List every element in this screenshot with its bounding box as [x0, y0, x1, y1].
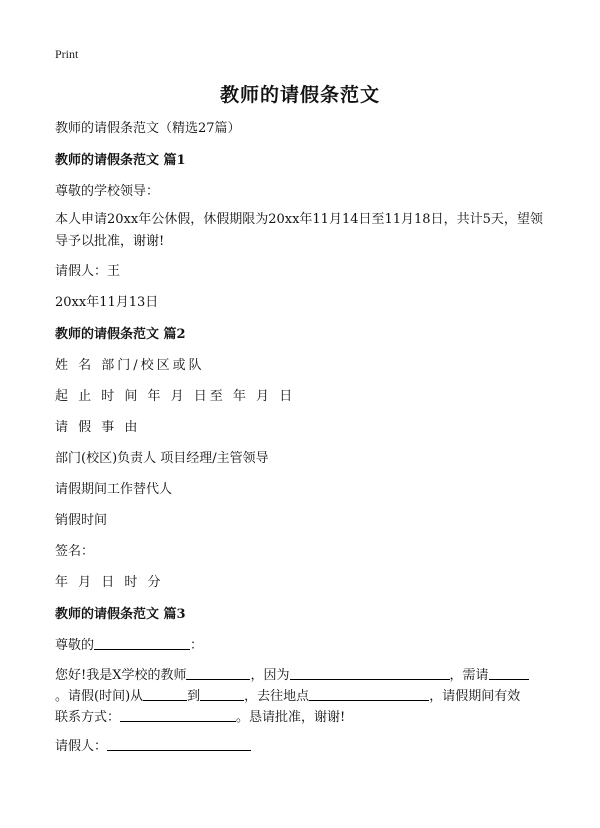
body-paragraph-1: 本人申请20xx年公休假，休假期限为20xx年11月14日至11月18日，共计5天，望领导予以批准，谢谢!: [55, 212, 543, 249]
body-text: 到: [187, 689, 201, 704]
body-text: ，去往地点: [244, 689, 310, 704]
destination-blank: [309, 687, 429, 701]
form-field-line: 部门(校区)负责人 项目经理/主管领导: [55, 451, 269, 466]
section-heading-2: 教师的请假条范文 篇2: [55, 327, 186, 342]
salutation-3: [55, 635, 545, 657]
date-1: 20xx年11月13日: [55, 295, 159, 310]
reason-blank: [290, 666, 450, 680]
form-field-line: 起 止 时 间 年 月 日至 年 月 日: [55, 389, 296, 404]
start-time-blank: [143, 687, 187, 701]
form-field-line: 请 假 事 由: [55, 420, 141, 435]
body-text: 您好!我是X学校的教师: [55, 668, 187, 683]
body-text-split: ，请假期间有效: [429, 689, 521, 704]
body-line-3b: [55, 686, 545, 708]
end-time-blank: [200, 687, 244, 701]
recipient-blank: [94, 636, 190, 650]
print-label[interactable]: Print: [55, 47, 79, 61]
form-field-line: 姓 名 部门/校区或队: [55, 358, 205, 373]
body-text: 。请假(时间)从: [55, 689, 144, 704]
form-field-line: 年 月 日 时 分: [55, 575, 164, 590]
page-title: 教师的请假条范文: [219, 84, 380, 106]
body-text-split: 联系方式：: [55, 710, 121, 725]
form-field-line: 销假时间: [55, 513, 108, 528]
contact-blank: [120, 708, 236, 722]
signer-1: 请假人：王: [55, 264, 121, 279]
salutation-1: 尊敬的学校领导：: [55, 184, 160, 199]
body-line-3c: [55, 707, 545, 729]
form-field-line: 签名：: [55, 544, 95, 559]
teacher-name-blank: [186, 666, 250, 680]
days-blank: [489, 666, 529, 680]
signer-blank: [107, 737, 251, 751]
body-text: 。恳请批准，谢谢!: [236, 710, 346, 725]
body-line-3a: [55, 665, 545, 687]
salutation-3-prefix: 尊敬的: [55, 638, 95, 653]
section-heading-3: 教师的请假条范文 篇3: [55, 607, 186, 622]
section-heading-1: 教师的请假条范文 篇1: [55, 153, 186, 168]
signer-3: [55, 736, 545, 758]
body-text: ，需请: [449, 668, 489, 683]
salutation-3-suffix: ：: [190, 638, 204, 653]
intro-line: 教师的请假条范文（精选27篇）: [55, 121, 241, 136]
body-text: ，因为: [250, 668, 290, 683]
form-field-line: 请假期间工作替代人: [55, 482, 173, 497]
signer-label: 请假人：: [55, 739, 108, 754]
